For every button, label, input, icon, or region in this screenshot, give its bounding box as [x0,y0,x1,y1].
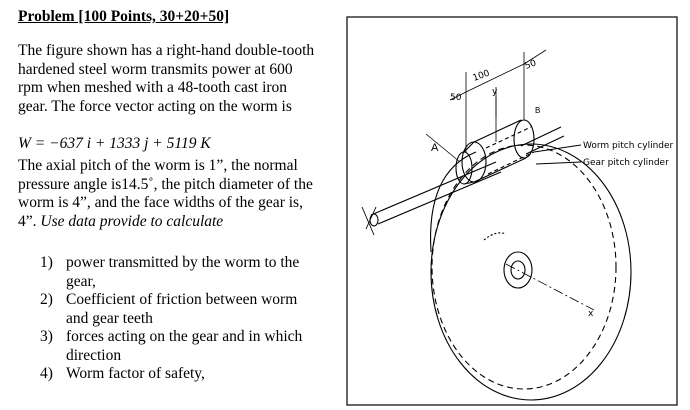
problem-title: Problem [100 Points, 30+20+50] [18,8,230,25]
axis-x-label: x [588,309,594,319]
question-text: forces acting on the gear and in which [66,328,303,345]
question-item [18,365,328,384]
intro-line: hardened steel worm transmits power at 600 [18,60,293,78]
detail-line: worm is 4”, and the face widths of the gear is, [18,194,303,211]
legend-gear-pitch-cylinder: Gear pitch cylinder [583,158,669,168]
problem-intro [18,42,314,116]
intro-line: rpm when meshed with a 48-tooth cast iron [18,79,288,96]
dimension-100: 100 [471,68,492,84]
detail-line: 4”. [18,212,37,230]
label-a: A [431,142,439,154]
detail-line: pressure angle is14.5˚, the pitch diameter of the [18,175,313,193]
dimension-50-left: 50 [450,93,462,103]
label-b: B [535,106,541,115]
detail-line: The axial pitch of the worm is 1”, the normal [18,157,298,174]
worm-gear-figure [346,2,686,406]
question-item [18,291,328,328]
question-text: and gear teeth [66,309,153,327]
question-text: direction [66,346,122,364]
question-item [18,328,328,365]
question-item [18,254,328,291]
dimension-50-right: 50 [523,58,538,72]
problem-details [18,157,313,231]
figure-frame [347,17,677,405]
question-number: 4) [40,365,53,382]
question-number: 3) [40,328,53,345]
axis-y-label: y [492,87,498,97]
legend-worm-pitch-cylinder: Worm pitch cylinder [583,141,674,151]
question-text: power transmitted by the worm to the [66,254,300,271]
gear-hub [484,233,532,288]
question-text: Worm factor of safety, [66,365,205,382]
force-vector-equation: W = −637 i + 1333 j + 5119 K [18,135,211,152]
question-text: Coefficient of friction between worm [66,291,298,308]
question-number: 1) [40,254,53,271]
question-number: 2) [40,291,53,308]
detail-instruction: Use data provide to calculate [40,212,224,230]
question-list [18,254,328,384]
question-text: gear, [66,272,96,290]
intro-line: gear. The force vector acting on the worm is [18,97,292,115]
gear-axis [506,264,594,310]
legend-leaders [534,145,581,164]
intro-line: The figure shown has a right-hand double-tooth [18,42,315,59]
